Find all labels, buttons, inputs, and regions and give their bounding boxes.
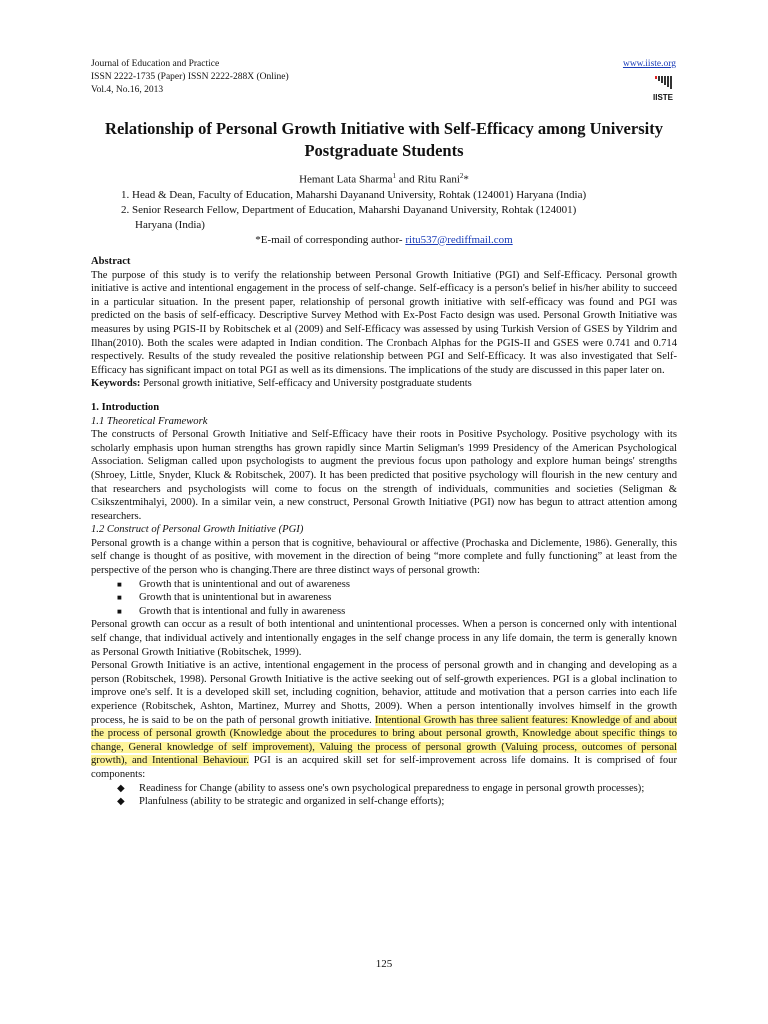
journal-website-link[interactable]: www.iiste.org (622, 59, 676, 69)
growth-ways-list (91, 578, 677, 619)
email-link[interactable]: ritu537@rediffmail.com (405, 233, 513, 246)
paragraph: Personal growth can occur as a result of both intentional and unintentional processes. When a person is concerned only with intentional self change, that individual actively and intentionally engages in the self change process in any life domain, the term is generally known as Personal Growth Initiative (Robitschek, 1999). (91, 619, 677, 658)
journal-name: Journal of Education and Practice (91, 59, 220, 69)
journal-header-right (91, 58, 676, 101)
author-names: Hemant Lata Sharma$^1$ and Ritu Rani$^2$* (299, 172, 469, 186)
paragraph: The constructs of Personal Growth Initiative and Self-Efficacy have their roots in Positive Psychology. Positive psychology with its scholarly emphasis upon human strengths has grown rapidly since Martin Seligman's 1999 Presidency of the American Psychological Association. Seligman called upon psychologists to augment the previous focus upon pathology and explore human beings' strengths (Shroey, Little, Snyder, Kluck & Robitschek, 2007). It has been predicted that positive psychology will flourish in the new century and that researchers and psychologists will come to focus on the strength of individuals, communities and societies (Seligman & Csikszentmihalyi, 2000). In a similar vein, a new construct, Personal Growth Initiative (PGI) now has begun to attract attention among researchers. (91, 429, 677, 522)
keywords: Keywords: Personal growth initiative, Self-efficacy and University postgraduate students (91, 378, 472, 390)
pgi-components-list (91, 782, 677, 809)
paragraph: Personal Growth Initiative is an active, intentional engagement in the process of personal growth and in changing and developing as a person (Robitschek, 1998). Personal Growth Initiative is the active seeking out of self-growth experiences. PGI is a global inclination to improve one's self. It is a developed skill set, including cognition, behavior, attitude and motivation that a person carries into each life experience (Robitschek, Ashton, Martinez, Murrey and Shotts, 2009). When a person intentionally involves himself in the growth process, he is said to be on the path of personal growth initiative. Intentional Growth has three salient features: Knowledge of and about the process of personal growth (Knowledge about the procedures to bring about personal growth, Knowledge about specific things to change, General knowledge of self improvement), Valuing the process of personal growth (Valuing process, outcomes of personal growth), and Intentional Behaviour. PGI is an acquired skill set for self-improvement across life domains. It is comprised of four components: (91, 660, 678, 780)
subsection-heading-1-2: 1.2 Construct of Personal Growth Initiative (PGI) (91, 524, 304, 536)
highlighted-text: Intentional Growth has three salient features: Knowledge of and about the process of personal growth (Knowledge about the procedures to bring about personal growth, Knowledge about specific things to change, General knowledge of self improvement), Valuing the process of personal growth (Valuing process, outcomes of personal growth), and Intentional Behaviour. (91, 714, 677, 767)
author-2: Ritu Rani (417, 173, 460, 186)
subsection-heading-1-1: 1.1 Theoretical Framework (91, 415, 208, 427)
affiliation-2: 2. Senior Research Fellow, Department of Education, Maharshi Dayanand University, Rohtak (124001) Haryana (India) (121, 203, 577, 231)
paragraph: Personal growth is a change within a person that is cognitive, behavioural or affective (Prochaska and Diclemente, 1986). Generally, this self change is thought of as positive, with movement in the direction of being “more complete and fully functioning” at least from the perspective of the person who is changing.There are three distinct ways of personal growth: (91, 537, 677, 577)
list-item: ◆ Planfulness (ability to be strategic and organized in self-change efforts); (117, 796, 445, 808)
square-bullet-icon: ■ (117, 579, 122, 589)
diamond-bullet-icon: ◆ (117, 782, 125, 794)
list-item: ■ Growth that is unintentional and out of awareness (117, 578, 350, 590)
abstract-heading: Abstract (91, 256, 131, 267)
paper-body (91, 255, 677, 809)
svg-text:IISTE: IISTE (653, 93, 674, 101)
square-bullet-icon: ■ (117, 606, 122, 616)
list-item: ◆ Readiness for Change (ability to assess one's own psychological preparedness to engage in personal growth processes); (117, 782, 645, 794)
introduction-heading: 1. Introduction (91, 401, 160, 413)
iiste-logo (652, 75, 676, 101)
square-bullet-icon: ■ (117, 593, 122, 603)
list-item: ■ Growth that is intentional and fully in awareness (117, 605, 346, 617)
diamond-bullet-icon: ◆ (117, 796, 125, 808)
author-block (91, 169, 677, 248)
journal-issn: ISSN 2222-1735 (Paper) ISSN 2222-288X (Online) (91, 72, 289, 82)
list-item: ■ Growth that is unintentional but in awareness (117, 592, 332, 604)
page-number: 125 (375, 958, 393, 970)
corresponding-email: *E-mail of corresponding author- ritu537@rediffmail.com (255, 233, 513, 246)
author-1: Hemant Lata Sharma (299, 173, 393, 186)
paper-title: Relationship of Personal Growth Initiative with Self-Efficacy among University Postgraduate Students (105, 119, 663, 160)
journal-volume: Vol.4, No.16, 2013 (91, 85, 164, 95)
affiliation-1: 1. Head & Dean, Faculty of Education, Maharshi Dayanand University, Rohtak (124001) Haryana (India) (121, 188, 587, 201)
abstract-text: The purpose of this study is to verify the relationship between Personal Growth Initiative (PGI) and Self-Efficacy. Personal growth initiative is active and intentional engagement in the process of self-change. Self-efficacy is a person's belief in his/her ability to succeed in a particular situation. In the present paper, relationship of personal growth initiative with self-efficacy was found and PGI was predicted on the basis of self-efficacy. Descriptive Survey Method with Ex-Post Facto design was used. Personal Growth Initiative was measures by using PGIS-II by Robitschek et al (2009) and Self-Efficacy was assessed by using Turkish Version of GSES by Yildrim and Ilhan(2010). Both the scales were adapted in Indian condition. The Cronbach Alphas for the PGIS-II and GSES were 0.741 and 0.714 respectively. Results of the study revealed the positive relationship between PGI and Self-Efficacy. It was also investigated that Self-Efficacy has significant impact on total PGI as well as its dimensions. The implications of the study are discussed in this paper later on. (91, 269, 677, 376)
